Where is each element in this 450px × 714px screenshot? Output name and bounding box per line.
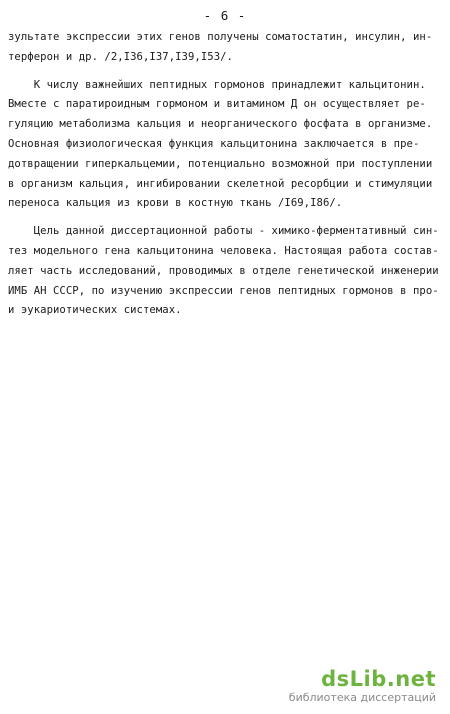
text-line: К числу важнейших пептидных гормонов принадлежит кальцитонин. [8, 78, 426, 91]
text-line: терферон и др. /2,I36,I37,I39,I53/. [8, 50, 233, 63]
text-line: ИМБ АН СССР, по изучению экспрессии генов пептидных гормонов в про- [8, 284, 439, 297]
text-line: Основная физиологическая функция кальцитонина заключается в пре- [8, 137, 420, 150]
watermark [236, 668, 436, 704]
text-line: Вместе с паратироидным гормоном и витамином Д он осуществляет ре- [8, 98, 426, 111]
text-line: и эукариотических системах. [8, 304, 182, 317]
page-number: - 6 - [203, 8, 247, 23]
paragraph [8, 222, 446, 321]
paragraph-gap [8, 214, 446, 222]
watermark-subtitle: библиотека диссертаций [288, 691, 436, 704]
paragraph [8, 28, 446, 68]
text-line: ляет часть исследований, проводимых в отделе генетической инженерии [8, 264, 439, 277]
text-line: зультате экспрессии этих генов получены соматостатин, инсулин, ин- [8, 31, 433, 43]
text-line: в организм кальция, ингибировании скелетной ресорбции и стимуляции [8, 177, 433, 190]
paragraph [8, 76, 446, 215]
paragraph-gap [8, 68, 446, 76]
watermark-logo: dsLib.net [321, 667, 436, 691]
document-body [8, 28, 446, 321]
text-line: Цель данной диссертационной работы - химико-ферментативный син- [8, 225, 439, 238]
text-line: дотвращении гиперкальцемии, потенциально возможной при поступлении [8, 157, 433, 170]
text-line: переноса кальция из крови в костную ткань /I69,I86/. [8, 197, 343, 210]
text-line: тез модельного гена кальцитонина человека. Настоящая работа состав- [8, 244, 439, 257]
text-line: гуляцию метаболизма кальция и неорганического фосфата в организме. [8, 118, 433, 131]
